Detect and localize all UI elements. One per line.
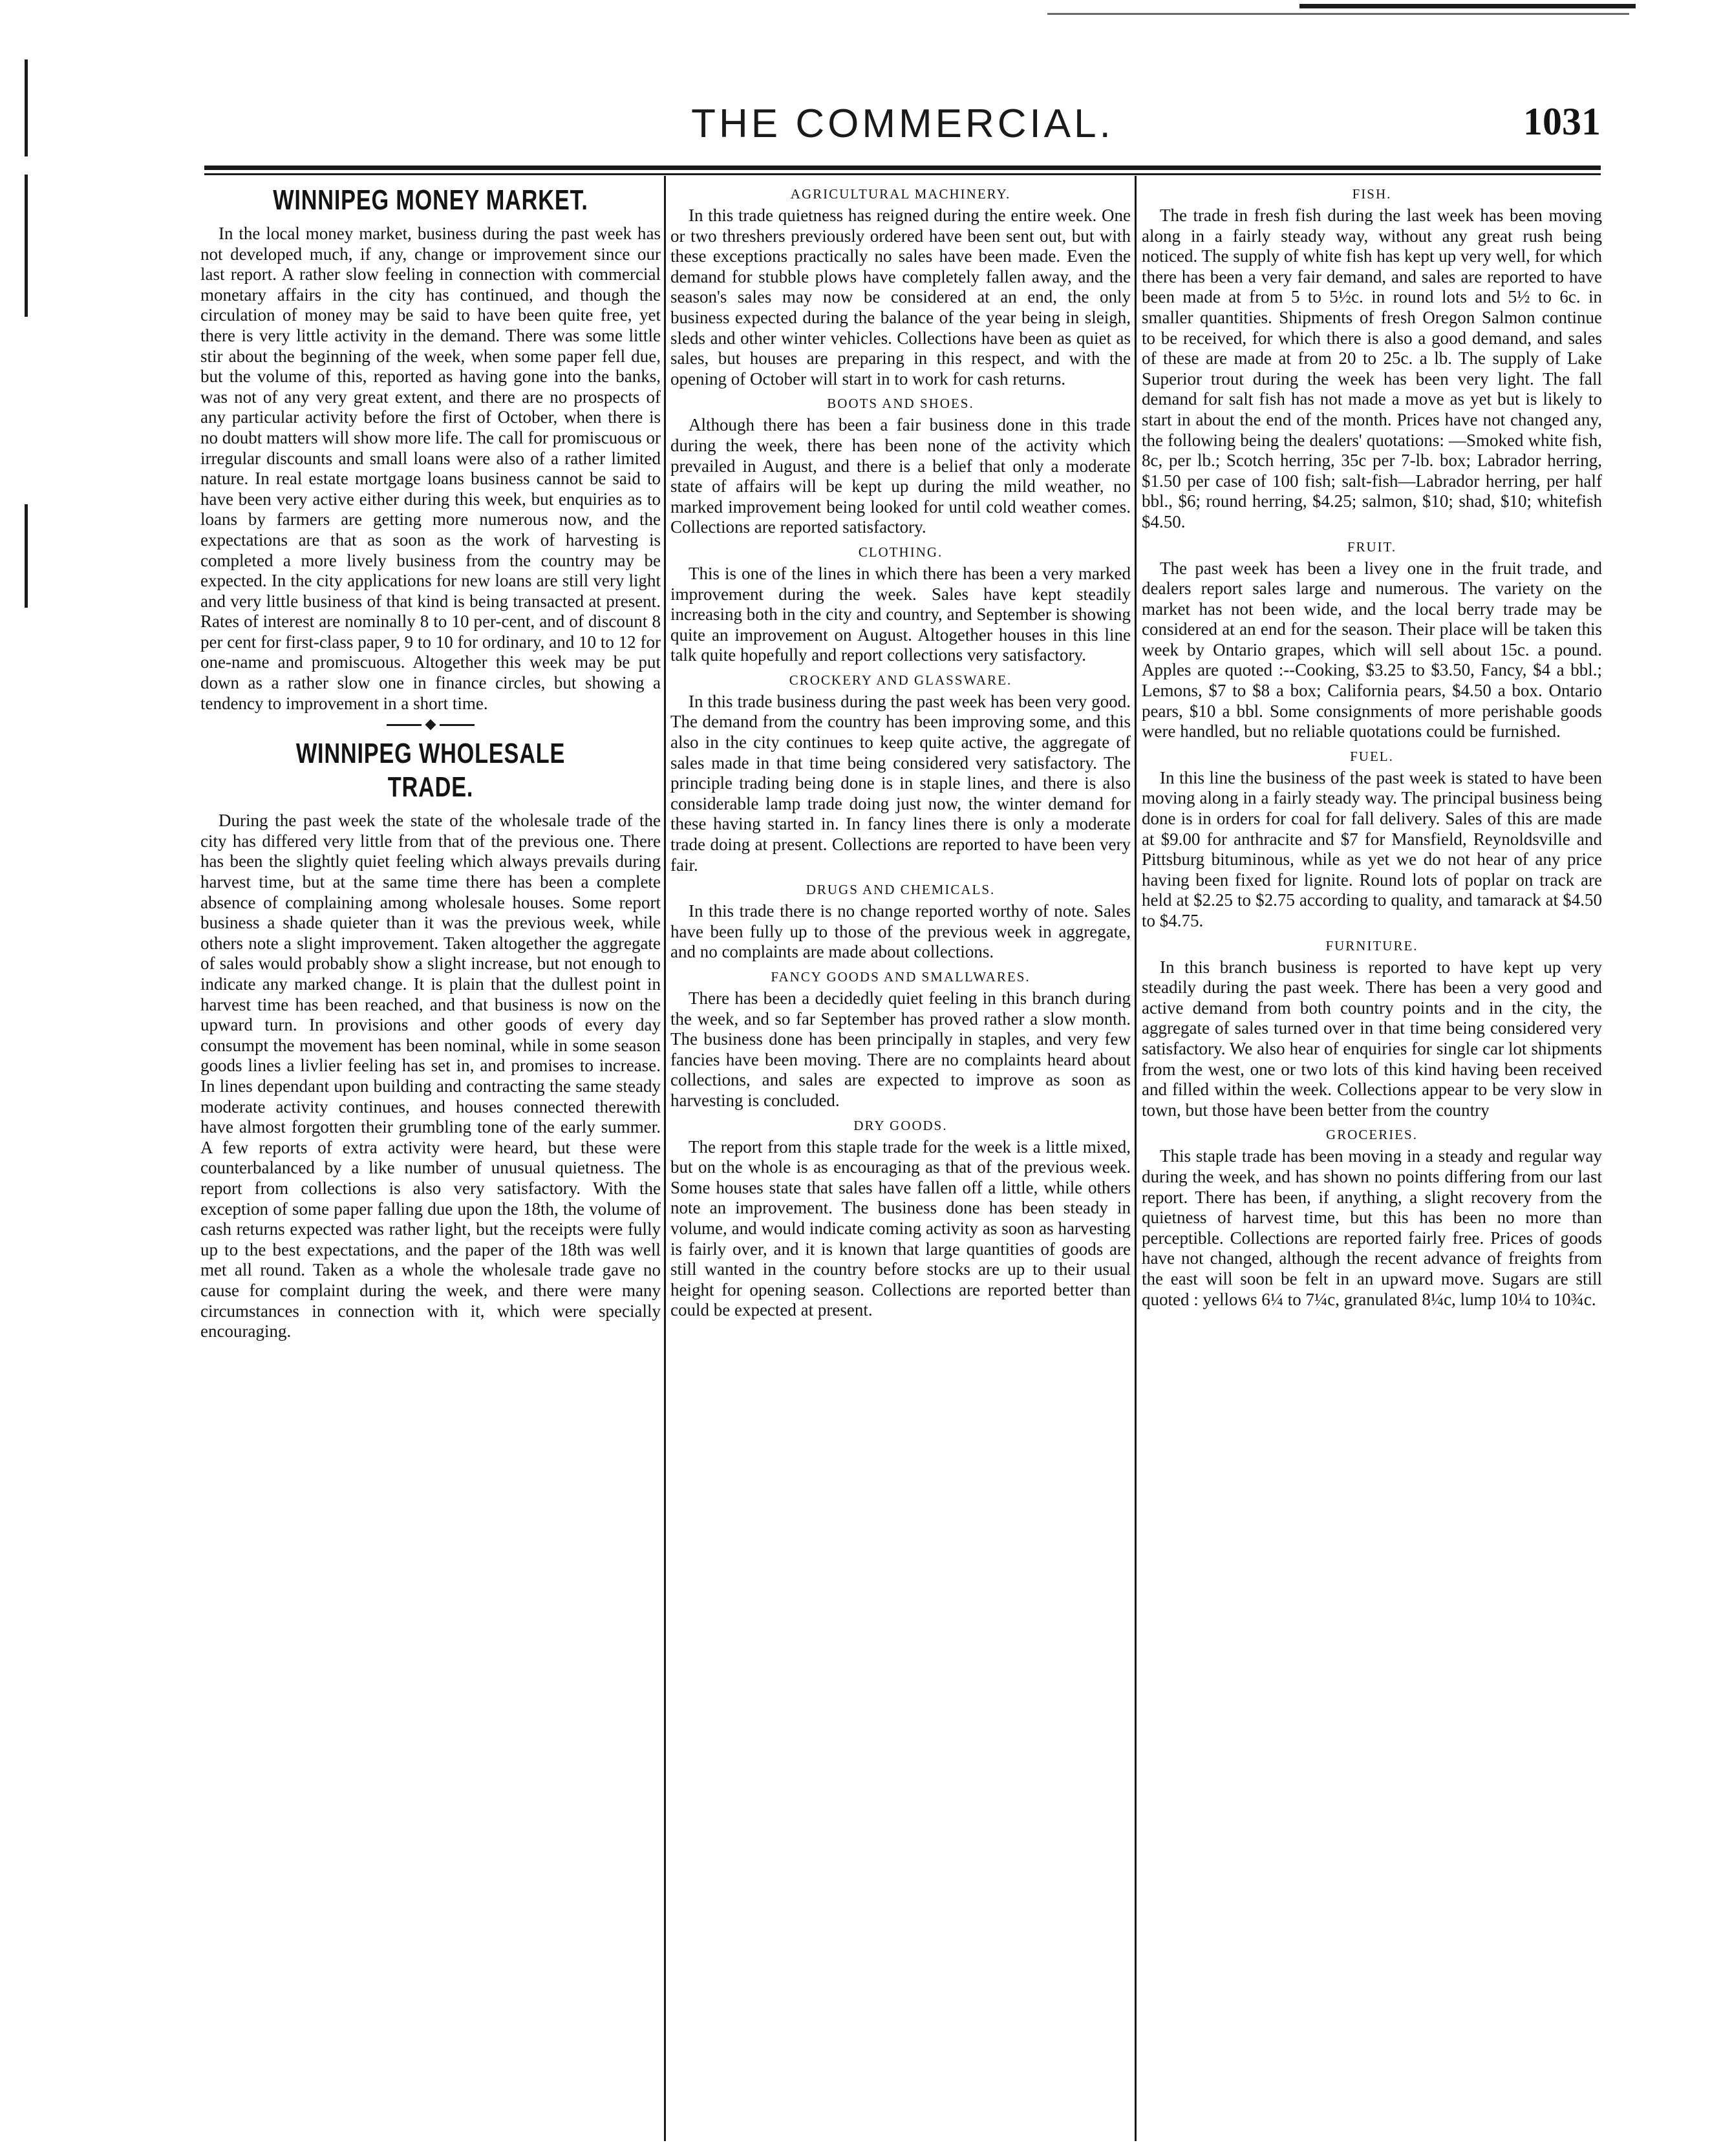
section-body-drugs-and-chemicals: In this trade there is no change reported worthy of note. Sales have been fully up to those of the previous week in aggregate, and no complaints are made about collections. [670,901,1131,962]
section-body-fruit: The past week has been a livey one in the fruit trade, and dealers report sales large and numerous. The variety on the market has not been wide, and the local berry trade may be considered at an end for the season. Their place will be taken this week by Ontario grapes, which will sell about 15c. a pound. Apples are quoted :--Cooking, $3.25 to $3.50, Fancy, $4 a bbl.; Lemons, $7 to $8 a box; California pears, $4.50 a box. Ontario pears, $10 a bbl. Some consignments of more perishable goods were handled, but no reliable quotations could be furnished. [1142,558,1602,742]
masthead-rule-thin [204,173,1601,175]
section-heading-groceries: GROCERIES. [1326,1127,1418,1143]
section-heading-drugs-and-chemicals: DRUGS AND CHEMICALS. [806,882,996,898]
page-number: 1031 [1523,100,1601,143]
article-heading-money-market: WINNIPEG MONEY MARKET. [273,184,588,216]
section-body-clothing: This is one of the lines in which there has been a very marked improvement during the week. Sales have kept steadily increasing both in the city and country, and September is showing quite an improvement on August. Altogether houses in this line talk quite hopefully and report collections very satisfactory. [670,563,1131,665]
section-body-crockery-and-glassware: In this trade business during the past week has been very good. The demand from the country has been improving some, and this also in the city continues to keep quite active, the aggregate of sales made in that time being considered very satisfactory. The principle trading being done is in staple lines, and there is also considerable lamp trade doing just now, the winter demand for these having started in. In fancy lines there is only a moderate trade doing at present. Collections are reported to have been very fair. [670,691,1131,875]
section-body-boots-and-shoes: Although there has been a fair business done in this trade during the week, there has been none of the activity which prevailed in August, and there is a belief that only a moderate state of affairs will be kept up during the mild weather, no marked improvement being looked for until cold weather comes. Collections are reported satisfactory. [670,415,1131,537]
section-body-fuel: In this line the business of the past week is stated to have been moving along in a fairly steady way. The principal business being done is in orders for coal for fall delivery. Sales of this are made at $9.00 for anthracite and $7 for Mansfield, Reynoldsville and Pittsburg bituminous, while as yet we do not hear of any price having been fixed for lignite. Round lots of poplar on track are held at $2.25 to $2.75 according to quality, and tamarack at $4.50 to $4.75. [1142,767,1602,930]
section-heading-fancy-goods: FANCY GOODS AND SMALLWARES. [771,969,1031,985]
section-body-dry-goods: The report from this staple trade for the week is a little mixed, but on the whole is as encouraging as that of the previous week. Some houses state that sales have fallen off a little, while others note an improvement. The business done has been steady in volume, and would indicate coming activity as soon as harvesting is fairly over, and it is known that large quantities of goods are still wanted in the country before stocks are up to their usual height for opening season. Collections are reported better than could be expected at present. [670,1137,1131,1320]
section-body-fish: The trade in fresh fish during the last week has been moving along in a fairly steady way, without any great rush being noticed. The supply of white fish has kept up very well, for which there has been a very fair demand, and sales are reported to have been made at from 5 to 5½c. in round lots and 5½ to 6c. in smaller quantities. Shipments of fresh Oregon Salmon continue to be received, for which there is also a good demand, and sales of these are made at from 20 to 25c. a lb. The supply of Lake Superior trout during the week has been very light. The fall demand for salt fish has not made a move as yet but is likely to start in about the end of the month. Prices have not changed any, the following being the dealers' quotations: —Smoked white fish, 8c, per lb.; Scotch herring, 35c per 7-lb. box; Labrador herring, $1.50 per case of 100 fish; salt-fish—Labrador herring, per half bbl., $6; round herring, $4.25; salmon, $10; shad, $10; whitefish $4.50. [1142,206,1602,531]
section-heading-fuel: FUEL. [1350,748,1394,764]
section-heading-boots-and-shoes: BOOTS AND SHOES. [827,396,974,412]
column-rule [1135,176,1137,2141]
section-heading-agricultural-machinery: AGRICULTURAL MACHINERY. [790,186,1011,202]
column-3 [1142,180,1602,2126]
section-body-fancy-goods: There has been a decidedly quiet feeling in this branch during the week, and so far September has proved rather a slow month. The business done has been principally in staples, and very few fancies have been moving. There are no complaints heard about collections, and sales are expected to improve as soon as harvesting is concluded. [670,988,1131,1110]
column-1 [200,180,661,2126]
column-rule [664,176,666,2141]
article-body-money-market: In the local money market, business during the past week has not developed much, if any, change or improvement since our last report. A rather slow feeling in connection with commercial monetary affairs in the city has continued, and though the circulation of money may be said to have been quite free, yet there is very little activity in the demand. There was some little stir about the beginning of the week, when some paper fell due, but the volume of this, reported as having gone into the banks, was not of any very great extent, and there are no prospects of any particular activity before the first of October, when there is no doubt matters will show more life. The call for promiscuous or irregular discounts and small loans were also of a rather limited nature. In real estate mortgage loans business cannot be said to have been very active either during this week, but enquiries as to loans by farmers are getting more numerous now, and the expectations are that as soon as the work of harvesting is completed a more lively business from the country may be expected. In the city applications for new loans are still very light and very little business of that kind is being transacted at present. Rates of interest are nominally 8 to 10 per-cent, and of discount 8 per cent for first-class paper, 9 to 10 for ordinary, and 10 to 12 for one-name and promiscuous. Altogether this week may be put down as a rather slow one in finance circles, but showing a tendency to improvement in a short time. [200,224,661,713]
section-heading-fruit: FRUIT. [1347,539,1397,555]
scan-edge-mark [1299,4,1636,8]
article-body-wholesale-trade: During the past week the state of the wholesale trade of the city has differed very little from that of the previous one. There has been the slightly quiet feeling which always prevails during harvest time, but at the same time there has been a complete absence of complaining among wholesale houses. Some report business a shade quieter than it was the previous week, while others note a slight improvement. Taken altogether the aggregate of sales would probably show a slight increase, but not enough to indicate any marked change. It is plain that the dullest point in harvest time has been reached, and that business is now on the upward turn. In provisions and other goods of every day consumpt the movement has been nominal, while in some season goods lines a livlier feeling has set in, and promises to increase. In lines dependant upon building and contracting the same steady moderate activity continues, and houses connected therewith have almost forgotten their grumbling tone of the early summer. A few reports of extra activity were heard, but these were counterbalanced by a like number of unusual quietness. The report from collections is also very satisfactory. With the exception of some paper falling due upon the 18th, the volume of cash returns expected was rather light, but the receipts were fully up to the best expectations, and the paper of the 18th was well met all round. Taken as a whole the wholesale trade gave no cause for complaint during the week, and there were many circumstances in connection with it, which were specially encouraging. [200,811,661,1341]
section-heading-dry-goods: DRY GOODS. [853,1117,948,1133]
column-2 [670,180,1131,2126]
publication-title: THE COMMERCIAL. [691,101,1114,146]
section-heading-clothing: CLOTHING. [858,544,943,560]
section-body-agricultural-machinery: In this trade quietness has reigned during the entire week. One or two threshers previously ordered have been sent out, but with these exceptions practically no sales have been made. Even the demand for stubble plows have completely fallen away, and the season's sales may now be considered at an end, the only business expected during the balance of the year being in sleigh, sleds and other winter vehicles. Collections have been as quiet as sales, but houses are preparing in this respect, and with the opening of October will start in to work for cash returns. [670,206,1131,389]
scan-edge-mark [25,504,28,608]
section-divider [200,719,661,731]
section-body-groceries: This staple trade has been moving in a steady and regular way during the week, and has shown no points differing from our last report. There has been, if anything, a slight recovery from the quietness of harvest time, but this has been no more than perceptible. Collections are reported fairly free. Prices of goods have not changed, although the recent advance of freights from the east will soon be felt in an upward move. Sugars are still quoted : yellows 6¼ to 7¼c, granulated 8¼c, lump 10¼ to 10¾c. [1142,1146,1602,1309]
section-heading-furniture: FURNITURE. [1325,937,1418,954]
masthead-rule [204,165,1601,170]
article-heading-wholesale-trade: WINNIPEG WHOLESALE TRADE. [295,738,566,804]
section-heading-crockery-and-glassware: CROCKERY AND GLASSWARE. [789,672,1012,688]
scan-edge-mark [25,59,28,156]
masthead [204,97,1601,162]
section-body-furniture: In this branch business is reported to have kept up very steadily during the past week. There has been a very good and active demand from both country points and in the city, the aggregate of sales turned over in that time being considered very satisfactory. We also hear of enquiries for single car lot shipments from the west, one or two lots of this kind having been received and filled within the week. Collections appear to be very slow in town, but those have been better from the country [1142,957,1602,1120]
scan-edge-mark [25,175,28,317]
scan-edge-mark [1047,13,1629,15]
section-heading-fish: FISH. [1352,186,1392,202]
